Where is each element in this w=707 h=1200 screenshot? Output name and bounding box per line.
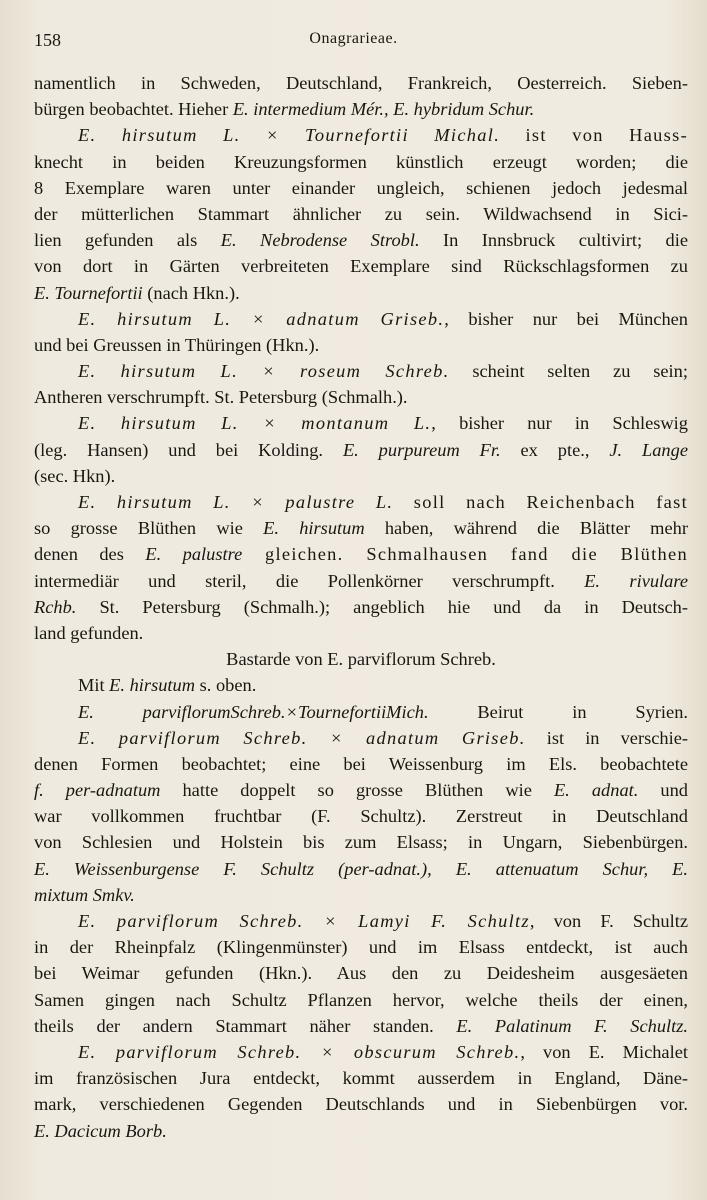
text-run: St. Petersburg (Schmalh.); angeblich hie und da in Deutsch- [76, 596, 688, 617]
text-run: im französischen Jura entdeckt, kommt ausserdem in England, Däne- [34, 1068, 688, 1089]
text-line [34, 856, 688, 882]
italic-run: E. hirsutum L. × montanum L. [78, 413, 432, 434]
body-text [34, 70, 688, 1144]
text-line [34, 1118, 688, 1144]
text-line [34, 620, 688, 646]
text-run: hatte doppelt so grosse Blüthen wie [160, 780, 554, 801]
text-line [34, 699, 688, 725]
text-run: denen des [34, 544, 146, 565]
text-line [34, 751, 688, 777]
text-line [34, 70, 688, 96]
text-run: namentlich in Schweden, Deutschland, Frankreich, Oesterreich. Sieben- [34, 73, 688, 93]
text-line [34, 227, 688, 253]
italic-run: E. Dacicum Borb. [34, 1120, 167, 1141]
italic-run: E. parviflorum Schreb. × Lamyi F. Schultz [78, 911, 530, 931]
text-run: und [638, 780, 688, 801]
text-line [34, 568, 688, 594]
text-line [34, 829, 688, 855]
text-run: In Innsbruck cultivirt; die [419, 230, 688, 251]
text-run: gleichen. Schmalhausen fand die Blüthen [242, 544, 689, 565]
text-run: so grosse Blüthen wie [34, 518, 264, 539]
italic-run: E. intermedium Mér., E. hybridum Schur. [232, 99, 535, 120]
text-run: (sec. Hkn). [34, 465, 116, 486]
text-run: (leg. Hansen) und bei Kolding. [34, 439, 343, 460]
text-line [34, 1065, 688, 1091]
text-line [34, 777, 688, 803]
text-line [34, 594, 688, 620]
text-line [34, 410, 688, 436]
italic-run: Rchb. [34, 596, 77, 617]
text-line [34, 437, 688, 463]
text-run: knecht in beiden Kreuzungsformen künstlich erzeugt worden; die [34, 151, 688, 172]
text-run: Bastarde von E. parviflorum Schreb. [226, 649, 496, 670]
text-run: , bisher nur in Schleswig [431, 413, 688, 434]
text-run: land gefunden. [34, 622, 144, 643]
text-run: soll nach Reichenbach fast [393, 492, 689, 512]
text-line [34, 725, 688, 751]
text-line [34, 149, 688, 175]
text-line [34, 515, 688, 541]
italic-run: E. rivulare [584, 570, 688, 591]
page-header [0, 30, 707, 56]
text-line [34, 882, 688, 908]
text-line [34, 463, 688, 489]
text-run: denen Formen beobachtet; eine bei Weissenburg im Els. beobachtete [34, 753, 688, 774]
text-run: 8 Exemplare waren unter einander ungleich, schienen jedoch jedesmal [34, 177, 688, 198]
text-line [34, 803, 688, 829]
italic-run: E. hirsutum L. × adnatum Griseb. [78, 308, 445, 329]
text-run: von dort in Gärten verbreiteten Exemplare sind Rückschlagsformen zu [34, 256, 688, 277]
italic-run: E. adnat. [553, 780, 639, 801]
text-line [34, 541, 688, 567]
italic-run: mixtum Smkv. [34, 884, 135, 905]
italic-run: E. parviflorum Schreb. × adnatum Griseb. [78, 727, 526, 748]
text-run: theils der andern Stammart näher standen. [34, 1015, 457, 1036]
text-run: ist in verschie- [525, 727, 688, 748]
text-line [34, 1013, 688, 1039]
italic-run: E. hirsutum L. × Tournefortii Michal. [78, 125, 501, 146]
italic-run: E. palustre [145, 544, 243, 565]
text-run: intermediär und steril, die Pollenkörner verschrumpft. [34, 570, 585, 591]
section-heading [34, 646, 688, 672]
text-line [34, 489, 688, 515]
italic-run: E. hirsutum L. × roseum Schreb. [78, 361, 450, 382]
italic-run: E. hirsutum L. × palustre L. [78, 492, 394, 512]
text-run: Mit [78, 675, 110, 696]
italic-run: f. per-adnatum [34, 780, 161, 801]
italic-run: J. Lange [609, 439, 688, 460]
italic-run: E. parviflorum Schreb. × obscurum Schreb. [78, 1041, 521, 1062]
italic-run: E. Tournefortii [34, 282, 143, 303]
text-run: bei Weimar gefunden (Hkn.). Aus den zu Deidesheim ausgesäeten [34, 963, 688, 984]
text-line [34, 96, 688, 122]
text-line [34, 960, 688, 986]
text-line [34, 358, 688, 384]
text-line [34, 201, 688, 227]
text-line [34, 1091, 688, 1117]
text-run: in der Rheinpfalz (Klingenmünster) und im Elsass entdeckt, ist auch [34, 937, 688, 958]
text-run: , bisher nur bei München [444, 308, 689, 329]
text-line [34, 1039, 688, 1065]
text-run: s. oben. [195, 675, 257, 696]
text-run: , von E. Michalet [520, 1041, 688, 1062]
text-run: Antheren verschrumpft. St. Petersburg (Schmalh.). [34, 387, 408, 408]
text-run: ist von Hauss- [500, 125, 688, 146]
text-run: mark, verschiedenen Gegenden Deutschlands und in Siebenbürgen vor. [34, 1094, 688, 1115]
text-line [34, 280, 688, 306]
text-line [34, 384, 688, 410]
italic-run: E. hirsutum [109, 675, 196, 696]
text-run: haben, während die Blätter mehr [364, 518, 688, 539]
text-run: von Schlesien und Holstein bis zum Elsass; in Ungarn, Siebenbürgen. [34, 832, 688, 853]
text-line [34, 332, 688, 358]
text-run: und bei Greussen in Thüringen (Hkn.). [34, 334, 320, 355]
text-line [34, 306, 688, 332]
text-run: scheint selten zu sein; [449, 361, 688, 382]
text-run: , von F. Schultz [529, 911, 688, 931]
italic-run: E. parviflorumSchreb.×TournefortiiMich. [78, 701, 429, 722]
italic-run: E. hirsutum [263, 518, 365, 539]
text-run: ex pte., [500, 439, 610, 460]
italic-run: E. Nebrodense Strobl. [220, 230, 420, 251]
text-run: lien gefunden als [34, 230, 221, 251]
page-number: 158 [34, 30, 61, 50]
italic-run: E. Weissenburgense F. Schultz (per-adnat.), E. attenuatum Schur, E. [34, 858, 688, 879]
text-line [34, 122, 688, 148]
text-run: (nach Hkn.). [142, 282, 240, 303]
text-line [34, 253, 688, 279]
italic-run: E. purpureum Fr. [342, 439, 501, 460]
text-line [34, 987, 688, 1013]
text-line [34, 908, 688, 934]
text-run: Beirut in Syrien. [428, 701, 688, 722]
running-title: Onagrarieae. [309, 30, 398, 47]
text-line [34, 175, 688, 201]
text-run: war vollkommen fruchtbar (F. Schultz). Zerstreut in Deutschland [34, 806, 688, 827]
text-line [34, 934, 688, 960]
italic-run: E. Palatinum F. Schultz. [456, 1015, 688, 1036]
text-line [34, 672, 688, 698]
text-run: der mütterlichen Stammart ähnlicher zu sein. Wildwachsend in Sici- [34, 203, 688, 224]
text-run: Samen gingen nach Schultz Pflanzen hervor, welche theils der einen, [34, 989, 688, 1010]
text-run: bürgen beobachtet. Hieher [34, 99, 233, 120]
